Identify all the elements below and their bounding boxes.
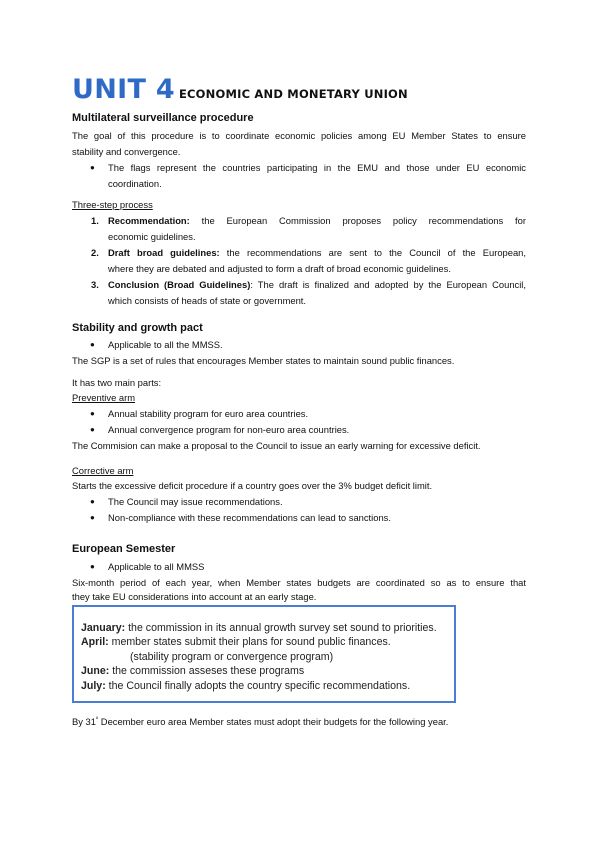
- timeline-text: the commission asseses these programs: [109, 665, 305, 677]
- page-title: [72, 74, 408, 105]
- timeline-text: the Council finally adopts the country specific recommendations.: [105, 680, 411, 692]
- corrective-item: The Council may issue recommendations.: [108, 496, 283, 507]
- timeline-month: April:: [81, 636, 109, 648]
- step-1-line2: economic guidelines.: [108, 231, 196, 242]
- timeline-entry-july: [81, 679, 410, 693]
- timeline-month: January:: [81, 622, 126, 634]
- unit-subtitle: ECONOMIC AND MONETARY UNION: [178, 87, 408, 101]
- semester-desc-line2: they take EU considerations into account at an early stage.: [72, 591, 317, 602]
- section-heading-semester: European Semester: [72, 543, 176, 555]
- corrective-description: Starts the excessive deficit procedure if a country goes over the 3% budget deficit limit.: [72, 480, 433, 491]
- bullet-icon: ●: [90, 340, 95, 349]
- footer-ordinal: º: [95, 716, 99, 723]
- sgp-parts: It has two main parts:: [72, 377, 162, 388]
- footer-post: December euro area Member states must adopt their budgets for the following year.: [98, 716, 449, 727]
- preventive-item: Annual convergence program for non-euro area countries.: [108, 424, 350, 435]
- preventive-note: The Commision can make a proposal to the Council to issue an early warning for excessive deficit.: [72, 440, 481, 451]
- bullet-icon: ●: [90, 163, 95, 172]
- multilateral-bullet-line2: coordination.: [108, 178, 162, 189]
- section-heading-sgp: Stability and growth pact: [72, 322, 203, 334]
- footer-pre: By 31: [72, 716, 96, 727]
- timeline-text: member states submit their plans for sound public finances.: [108, 636, 391, 648]
- section-heading-multilateral: Multilateral surveillance procedure: [72, 112, 254, 124]
- step-2-line1: [108, 245, 526, 261]
- step-number: 3.: [91, 279, 99, 290]
- step-1-line1: [108, 213, 526, 229]
- step-number: 2.: [91, 247, 99, 258]
- bullet-icon: ●: [90, 562, 95, 571]
- timeline-entry-january: [81, 621, 437, 635]
- semester-bullet: Applicable to all MMSS: [108, 561, 205, 572]
- timeline-text: the commission in its annual growth survey set sound to priorities.: [125, 622, 437, 634]
- step-3-rest: : The draft is finalized and adopted by the European Council,: [250, 279, 526, 290]
- step-number: 1.: [91, 215, 99, 226]
- semester-desc-line1: Six-month period of each year, when Member states budgets are coordinated so as to ensure that: [72, 577, 526, 588]
- unit-title: UNIT 4: [72, 74, 175, 105]
- step-1-rest: the European Commission proposes policy recommendations for: [189, 215, 526, 226]
- semester-footer: [72, 714, 448, 730]
- corrective-arm-label: Corrective arm: [72, 465, 134, 476]
- sgp-description: The SGP is a set of rules that encourages Member states to maintain sound public finances.: [72, 355, 455, 366]
- timeline-entry-april: [81, 635, 391, 649]
- bullet-icon: ●: [90, 425, 95, 434]
- step-3-term: Conclusion (Broad Guidelines): [108, 279, 251, 290]
- sgp-bullet: Applicable to all the MMSS.: [108, 339, 223, 350]
- timeline-month: July:: [81, 680, 106, 692]
- step-1-term: Recommendation:: [108, 215, 190, 226]
- semester-timeline-box: [72, 605, 456, 703]
- timeline-month: June:: [81, 665, 110, 677]
- multilateral-intro-line1: The goal of this procedure is to coordinate economic policies among EU Member States to ensure: [72, 130, 526, 141]
- bullet-icon: ●: [90, 513, 95, 522]
- multilateral-intro-line2: stability and convergence.: [72, 146, 181, 157]
- corrective-item: Non-compliance with these recommendations can lead to sanctions.: [108, 512, 391, 523]
- step-3-line2: which consists of heads of state or government.: [108, 295, 307, 306]
- bullet-icon: ●: [90, 409, 95, 418]
- timeline-entry-april-note: (stability program or convergence program): [130, 651, 334, 663]
- preventive-item: Annual stability program for euro area countries.: [108, 408, 309, 419]
- step-2-term: Draft broad guidelines:: [108, 247, 220, 258]
- preventive-arm-label: Preventive arm: [72, 392, 136, 403]
- timeline-entry-june: [81, 664, 304, 678]
- multilateral-bullet-line1: The flags represent the countries participating in the EMU and those under EU economic: [108, 162, 526, 173]
- bullet-icon: ●: [90, 497, 95, 506]
- step-2-line2: where they are debated and adjusted to form a draft of broad economic guidelines.: [108, 263, 451, 274]
- step-2-rest: the recommendations are sent to the Council of the European,: [219, 247, 526, 258]
- three-step-label: Three-step process: [72, 199, 153, 210]
- step-3-line1: [108, 277, 526, 293]
